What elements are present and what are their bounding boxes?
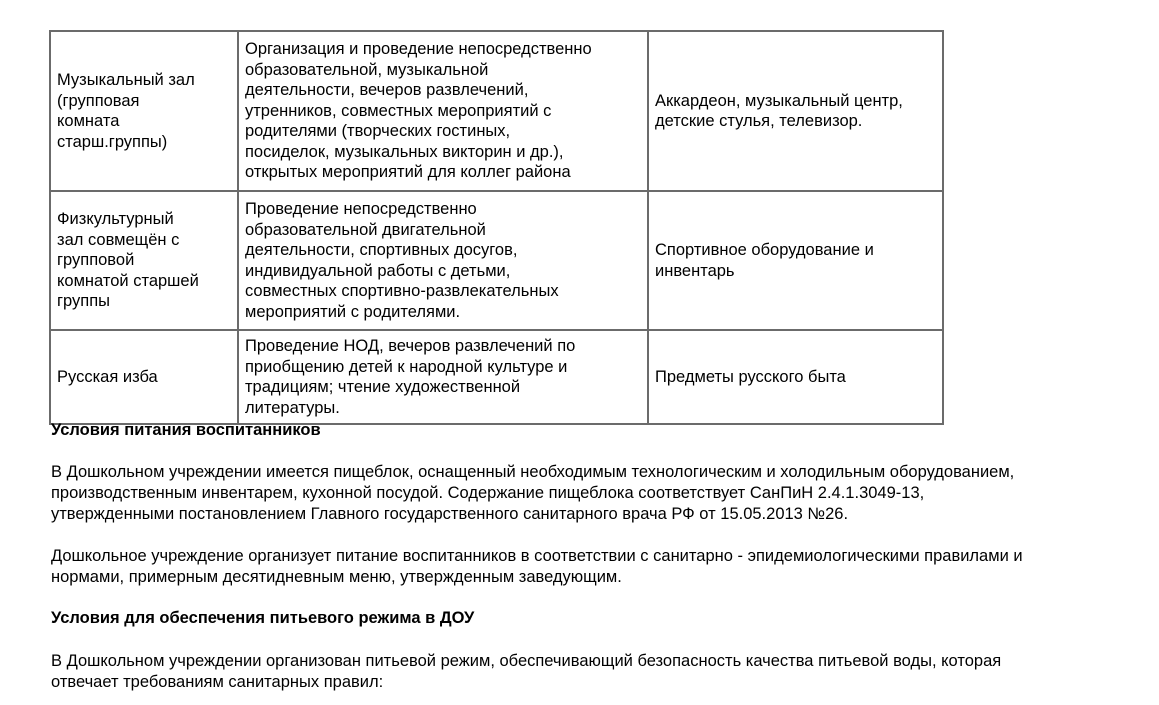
premises-table bbox=[49, 30, 944, 425]
drinking-paragraph-1: В Дошкольном учреждении организован питьевой режим, обеспечивающий безопасность качества питьевой воды, которая отвечает требованиям санитарных правил: bbox=[51, 652, 1002, 691]
table-row bbox=[50, 330, 943, 424]
equipment-text: Аккардеон, музыкальный центр, детские стулья, телевизор. bbox=[655, 91, 903, 130]
room-name: Музыкальный зал (групповая комната старш.группы) bbox=[57, 71, 195, 151]
activity-text: Организация и проведение непосредственно образовательной, музыкальной деятельности, вечеров развлечений, утренников, совместных мероприятий с родителями (творческих гостиных, посиделок, музыкальных викторин и др.), открытых мероприятий для коллег района bbox=[245, 40, 592, 182]
room-cell bbox=[50, 191, 238, 330]
nutrition-paragraph-2: Дошкольное учреждение организует питание воспитанников в соответствии с санитарно - эпидемиологическими правилами и нормами, примерным десятидневным меню, утвержденным заведующим. bbox=[51, 547, 1023, 586]
equipment-text: Предметы русского быта bbox=[655, 367, 846, 386]
table-row bbox=[50, 31, 943, 191]
equipment-cell bbox=[648, 191, 943, 330]
table-row bbox=[50, 191, 943, 330]
activity-cell bbox=[238, 191, 648, 330]
room-cell bbox=[50, 31, 238, 191]
activity-text: Проведение непосредственно образовательной двигательной деятельности, спортивных досугов, индивидуальной работы с детьми, совместных спортивно-развлекательных мероприятий с родителями. bbox=[245, 200, 559, 321]
room-cell bbox=[50, 330, 238, 424]
equipment-text: Спортивное оборудование и инвентарь bbox=[655, 241, 874, 280]
activity-cell bbox=[238, 330, 648, 424]
nutrition-paragraph-1: В Дошкольном учреждении имеется пищеблок, оснащенный необходимым технологическим и холодильным оборудованием, производственным инвентарем, кухонной посудой. Содержание пищеблока соответствует СанПиН 2.4.1.3049-13, утвержденными постановлением Главного государственного санитарного врача РФ от 15.05.2013 №26. bbox=[51, 463, 1015, 523]
nutrition-heading: Условия питания воспитанников bbox=[51, 421, 321, 439]
room-name: Русская изба bbox=[57, 367, 158, 386]
drinking-heading: Условия для обеспечения питьевого режима в ДОУ bbox=[51, 609, 475, 627]
activity-cell bbox=[238, 31, 648, 191]
equipment-cell bbox=[648, 31, 943, 191]
room-name: Физкультурный зал совмещён с групповой комнатой старшей группы bbox=[57, 210, 199, 311]
activity-text: Проведение НОД, вечеров развлечений по приобщению детей к народной культуре и традициям; чтение художественной литературы. bbox=[245, 337, 576, 417]
equipment-cell bbox=[648, 330, 943, 424]
